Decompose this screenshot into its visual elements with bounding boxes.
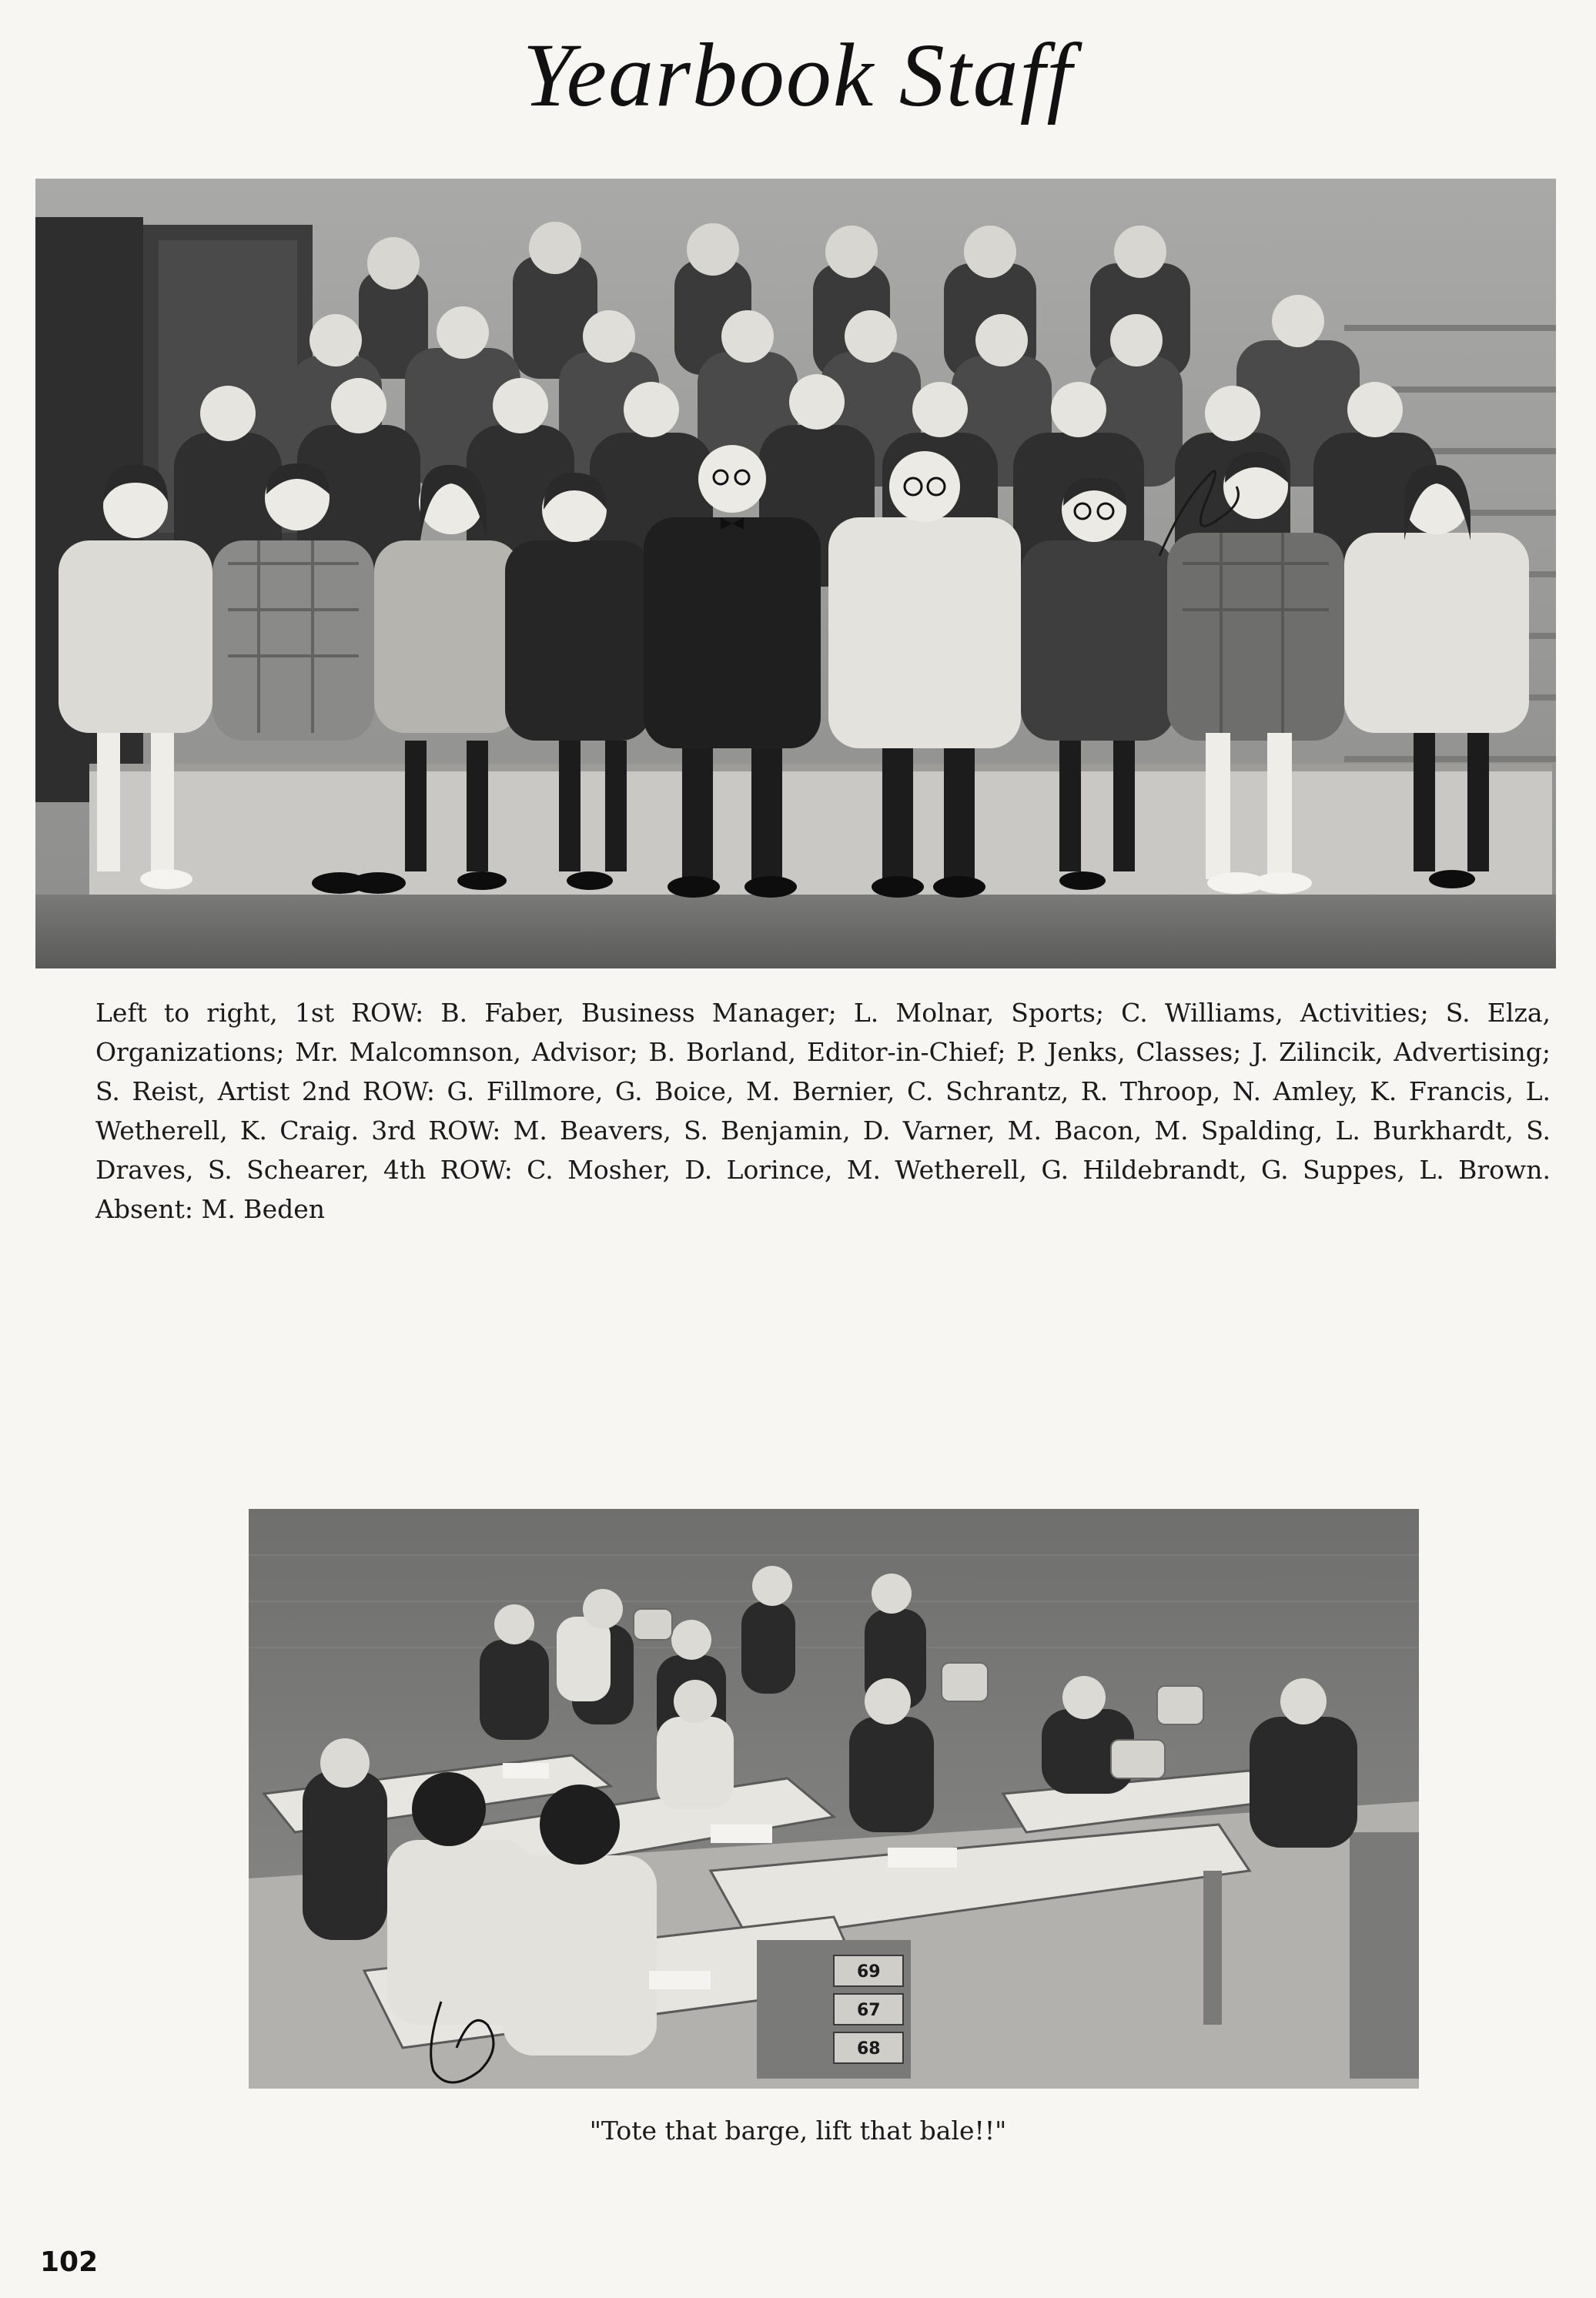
work-photo-caption: "Tote that barge, lift that bale!!" [589,2116,1007,2146]
page-title: Yearbook Staff [522,25,1074,125]
drawer-label: 67 [857,2001,881,2020]
drawer-label: 69 [857,1962,881,1982]
page-number: 102 [40,2246,99,2278]
drawer-label: 68 [857,2039,881,2059]
group-photo-caption: Left to right, 1st ROW: B. Faber, Business Manager; L. Molnar, Sports; C. Williams, Activities; S. Elza, Organizations; Mr. Malcomnson, Advisor; B. Borland, Editor-in-Chief; P. Jenks, Classes; J. Zilincik, Advertising; S. Reist, Artist 2nd ROW: G. Fillmore, G. Boice, M. Bernier, C. Schrantz, R. Throop, N. Amley, K. Francis, L. Wetherell, K. Craig. 3rd ROW: M. Beavers, S. Benjamin, D. Varner, M. Bacon, M. Spalding, L. Burkhardt, S. Draves, S. Schearer, 4th ROW: C. Mosher, D. Lorince, M. Wetherell, G. Hildebrandt, G. Suppes, L. Brown. Absent: M. Beden [95,998,1551,1224]
work-session-photo [249,1509,1419,2089]
group-photo [35,179,1556,968]
